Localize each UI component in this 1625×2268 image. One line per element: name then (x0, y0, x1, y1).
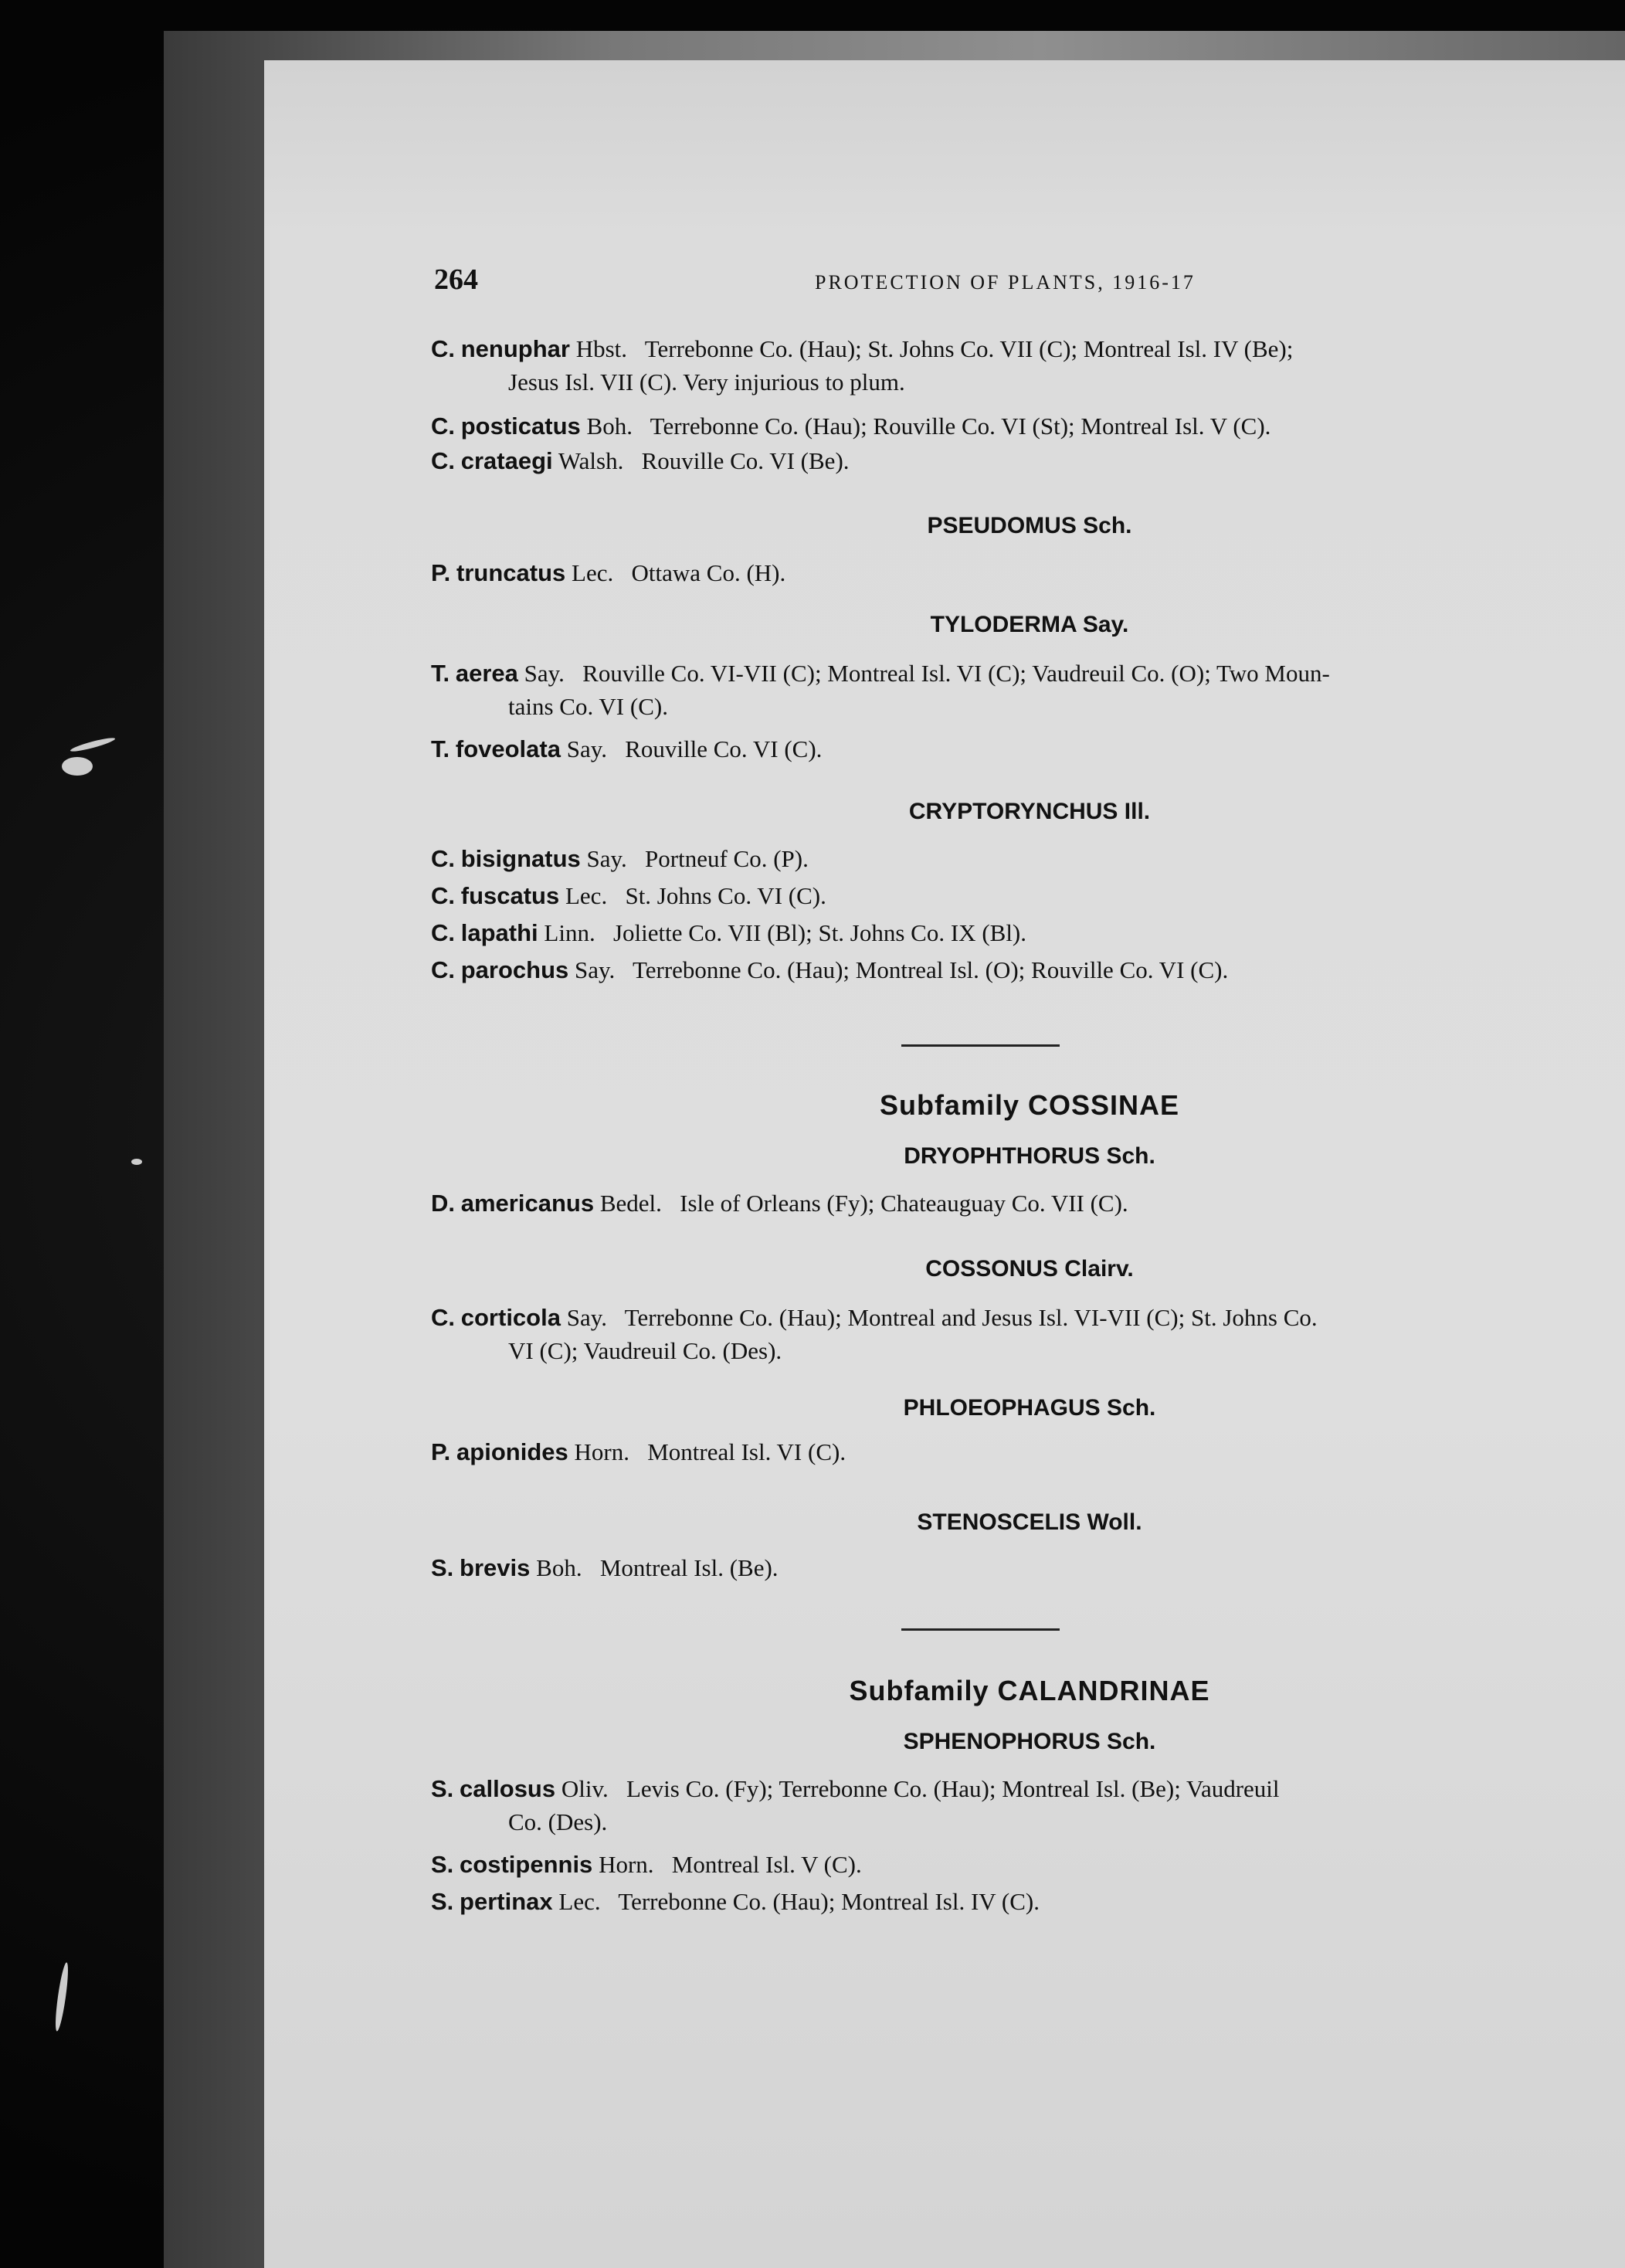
genus-heading: CRYPTORYNCHUS Ill. (908, 799, 1151, 824)
running-head: PROTECTION OF PLANTS, 1916-17 (815, 271, 1196, 294)
genus-heading: COSSONUS Clairv. (925, 1256, 1134, 1282)
species-entry: D. americanus Bedel. Isle of Orleans (Fy); Chateauguay Co. VII (C). (431, 1190, 1128, 1217)
genus-heading: SPHENOPHORUS Sch. (903, 1729, 1156, 1754)
species-entry: P. truncatus Lec. Ottawa Co. (H). (431, 559, 786, 586)
species-entry: S. pertinax Lec. Terrebonne Co. (Hau); Montreal Isl. IV (C). (431, 1888, 1040, 1915)
document-page (264, 60, 1625, 2268)
species-entry: C. nenuphar Hbst. Terrebonne Co. (Hau); St. Johns Co. VII (C); Montreal Isl. IV (Be); Jesus Isl. VII (C). Very injurious to plum. (431, 335, 1294, 396)
species-entry: C. parochus Say. Terrebonne Co. (Hau); Montreal Isl. (O); Rouville Co. VI (C). (431, 956, 1229, 983)
species-entry: S. costipennis Horn. Montreal Isl. V (C). (431, 1851, 862, 1878)
genus-heading: TYLODERMA Say. (930, 612, 1129, 637)
species-entry: C. crataegi Walsh. Rouville Co. VI (Be). (431, 447, 850, 474)
species-entry: S. brevis Boh. Montreal Isl. (Be). (431, 1554, 779, 1581)
subfamily-heading: Subfamily COSSINAE (879, 1089, 1180, 1121)
species-entry: T. aerea Say. Rouville Co. VI-VII (C); Montreal Isl. VI (C); Vaudreuil Co. (O); Two Moun- tains Co. VI (C). (431, 660, 1330, 720)
genus-heading: PHLOEOPHAGUS Sch. (903, 1395, 1156, 1421)
species-entry: C. fuscatus Lec. St. Johns Co. VI (C). (431, 882, 826, 909)
page-number: 264 (434, 263, 478, 296)
species-entry: C. bisignatus Say. Portneuf Co. (P). (431, 845, 809, 872)
species-entry: C. corticola Say. Terrebonne Co. (Hau); Montreal and Jesus Isl. VI-VII (C); St. Johns Co. VI (C); Vaudreuil Co. (Des). (431, 1304, 1318, 1364)
section-divider (901, 1628, 1060, 1631)
scan-speck (131, 1159, 142, 1165)
genus-heading: DRYOPHTHORUS Sch. (904, 1143, 1155, 1169)
species-entry: C. lapathi Linn. Joliette Co. VII (Bl); St. Johns Co. IX (Bl). (431, 919, 1027, 946)
species-entry: S. callosus Oliv. Levis Co. (Fy); Terrebonne Co. (Hau); Montreal Isl. (Be); Vaudreuil Co. (Des). (431, 1775, 1280, 1835)
section-divider (901, 1044, 1060, 1047)
species-entry: T. foveolata Say. Rouville Co. VI (C). (431, 735, 823, 762)
genus-heading: STENOSCELIS Woll. (917, 1509, 1142, 1535)
subfamily-heading: Subfamily CALANDRINAE (849, 1675, 1210, 1706)
genus-heading: PSEUDOMUS Sch. (927, 513, 1132, 538)
scan-speck (62, 757, 93, 776)
species-entry: P. apionides Horn. Montreal Isl. VI (C). (431, 1438, 846, 1465)
species-entry: C. posticatus Boh. Terrebonne Co. (Hau); Rouville Co. VI (St); Montreal Isl. V (C). (431, 413, 1271, 440)
